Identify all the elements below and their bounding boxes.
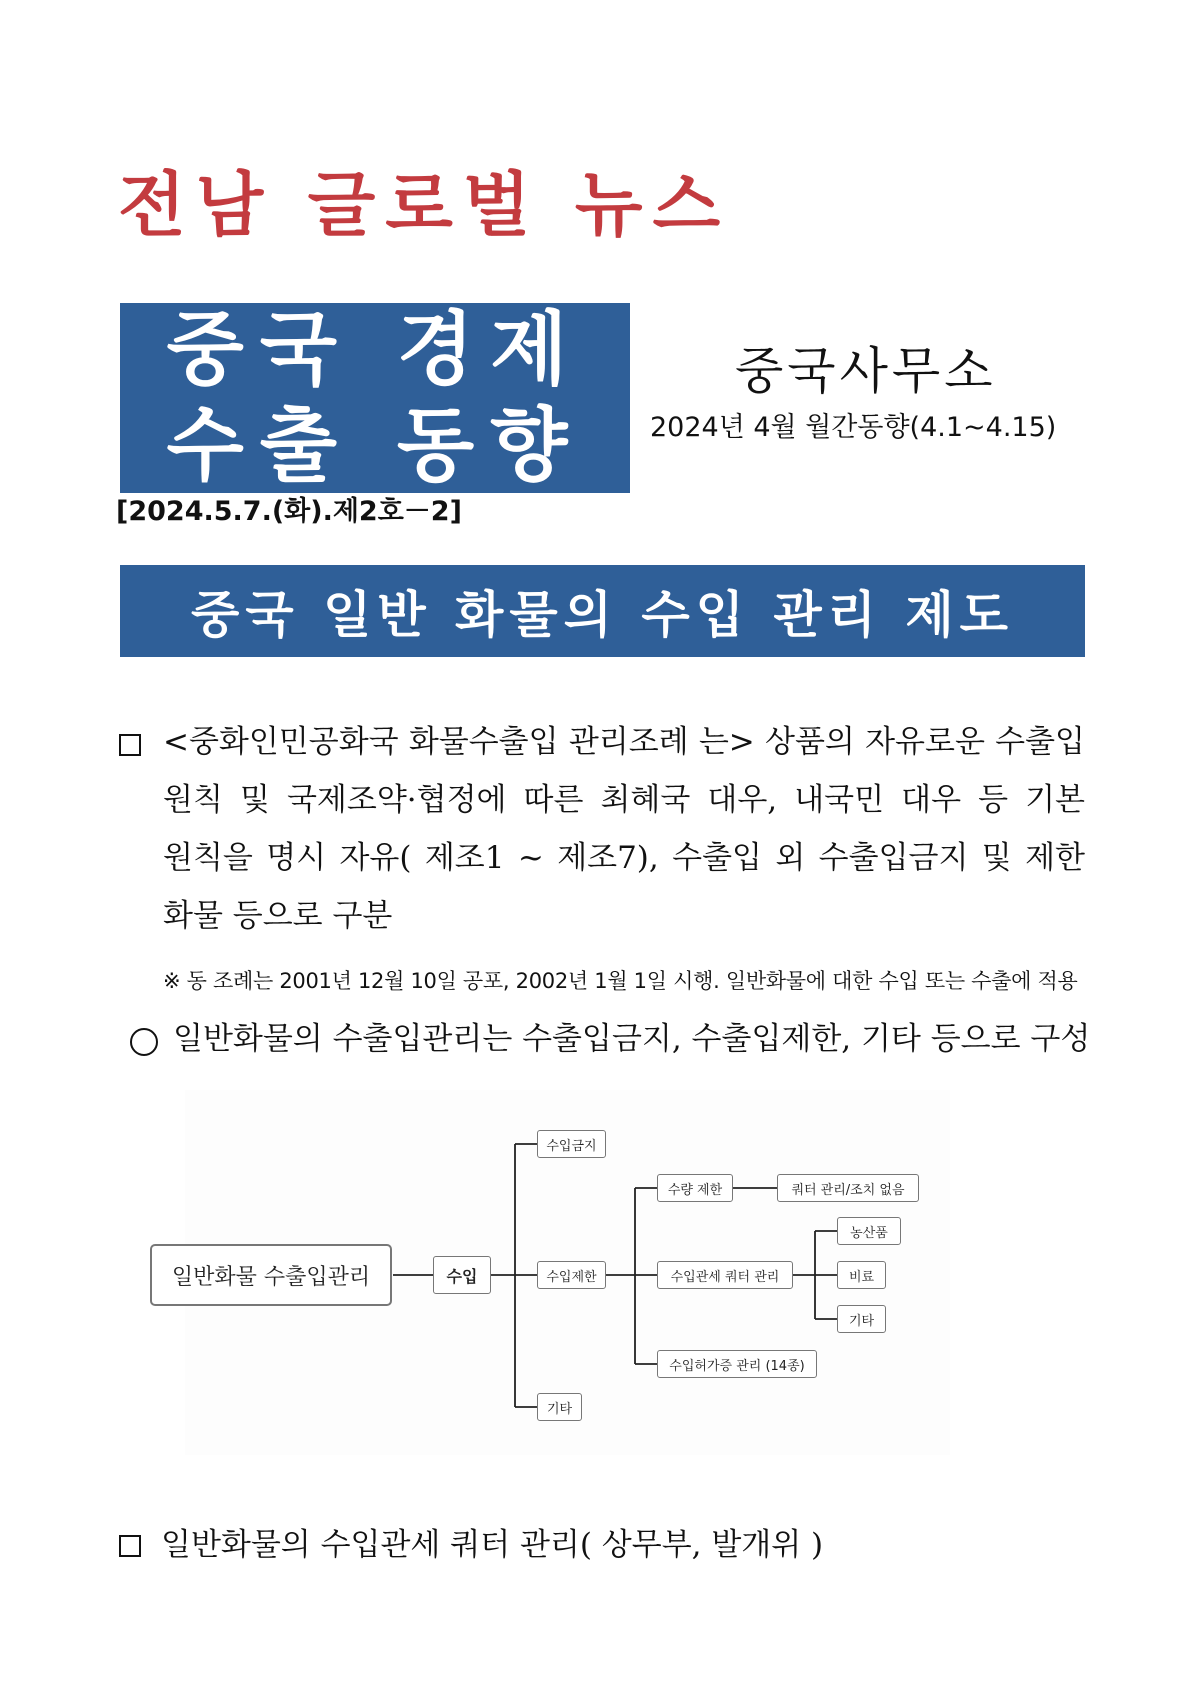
diagram-import-restrict: 수입제한 bbox=[537, 1261, 606, 1289]
paragraph-1-line-2: 원칙 및 국제조약·협정에 따른 최혜국 대우, 내국민 대우 등 기본 bbox=[163, 782, 1085, 818]
diagram-no-quota: 쿼터 관리/조치 없음 bbox=[777, 1174, 919, 1202]
issue-number: [2024.5.7.(화).제2호－2] bbox=[116, 496, 462, 527]
import-management-diagram bbox=[171, 1090, 950, 1455]
diagram-import-other: 기타 bbox=[537, 1393, 582, 1421]
title-line-1: 중국 경제 bbox=[166, 303, 584, 396]
office-name: 중국사무소 bbox=[735, 342, 997, 400]
section-title: 중국 일반 화물의 수입 관리 제도 bbox=[120, 565, 1085, 657]
paragraph-1-line-1: <중화인민공화국 화물수출입 관리조례 는> 상품의 자유로운 수출입 bbox=[163, 724, 1085, 760]
diagram-fertilizer: 비료 bbox=[837, 1261, 886, 1289]
diagram-qty-limit: 수량 제한 bbox=[657, 1174, 733, 1202]
diagram-tariff-quota: 수입관세 쿼터 관리 bbox=[657, 1261, 793, 1289]
paragraph-1-line-4: 화물 등으로 구분 bbox=[163, 898, 393, 934]
checkbox-square-icon bbox=[119, 1535, 141, 1557]
diagram-license: 수입허가증 관리 (14종) bbox=[657, 1350, 817, 1378]
footnote: ※ 동 조례는 2001년 12월 10일 공포, 2002년 1월 1일 시행. 일반화물에 대한 수입 또는 수출에 적용 bbox=[163, 969, 1078, 993]
paragraph-1 bbox=[163, 713, 1085, 945]
diagram-agricultural: 농산품 bbox=[837, 1217, 901, 1245]
title-box bbox=[120, 303, 630, 493]
paragraph-2: 일반화물의 수입관세 쿼터 관리( 상무부, 발개위 ) bbox=[161, 1527, 824, 1563]
title-line-2: 수출 동향 bbox=[166, 399, 584, 492]
checkbox-square-icon bbox=[119, 734, 141, 756]
diagram-etc: 기타 bbox=[837, 1305, 886, 1333]
paragraph-1-line-3: 원칙을 명시 자유( 제조1 ~ 제조7), 수출입 외 수출입금지 및 제한 bbox=[163, 840, 1085, 876]
diagram-root: 일반화물 수출입관리 bbox=[150, 1244, 392, 1306]
circle-bullet-icon bbox=[130, 1028, 158, 1056]
bullet-text: 일반화물의 수출입관리는 수출입금지, 수출입제한, 기타 등으로 구성 bbox=[173, 1021, 1091, 1057]
diagram-import-ban: 수입금지 bbox=[537, 1130, 606, 1158]
masthead: 전남 글로벌 뉴스 bbox=[118, 164, 731, 246]
diagram-import: 수입 bbox=[433, 1256, 491, 1294]
report-period: 2024년 4월 월간동향(4.1~4.15) bbox=[650, 412, 1057, 443]
